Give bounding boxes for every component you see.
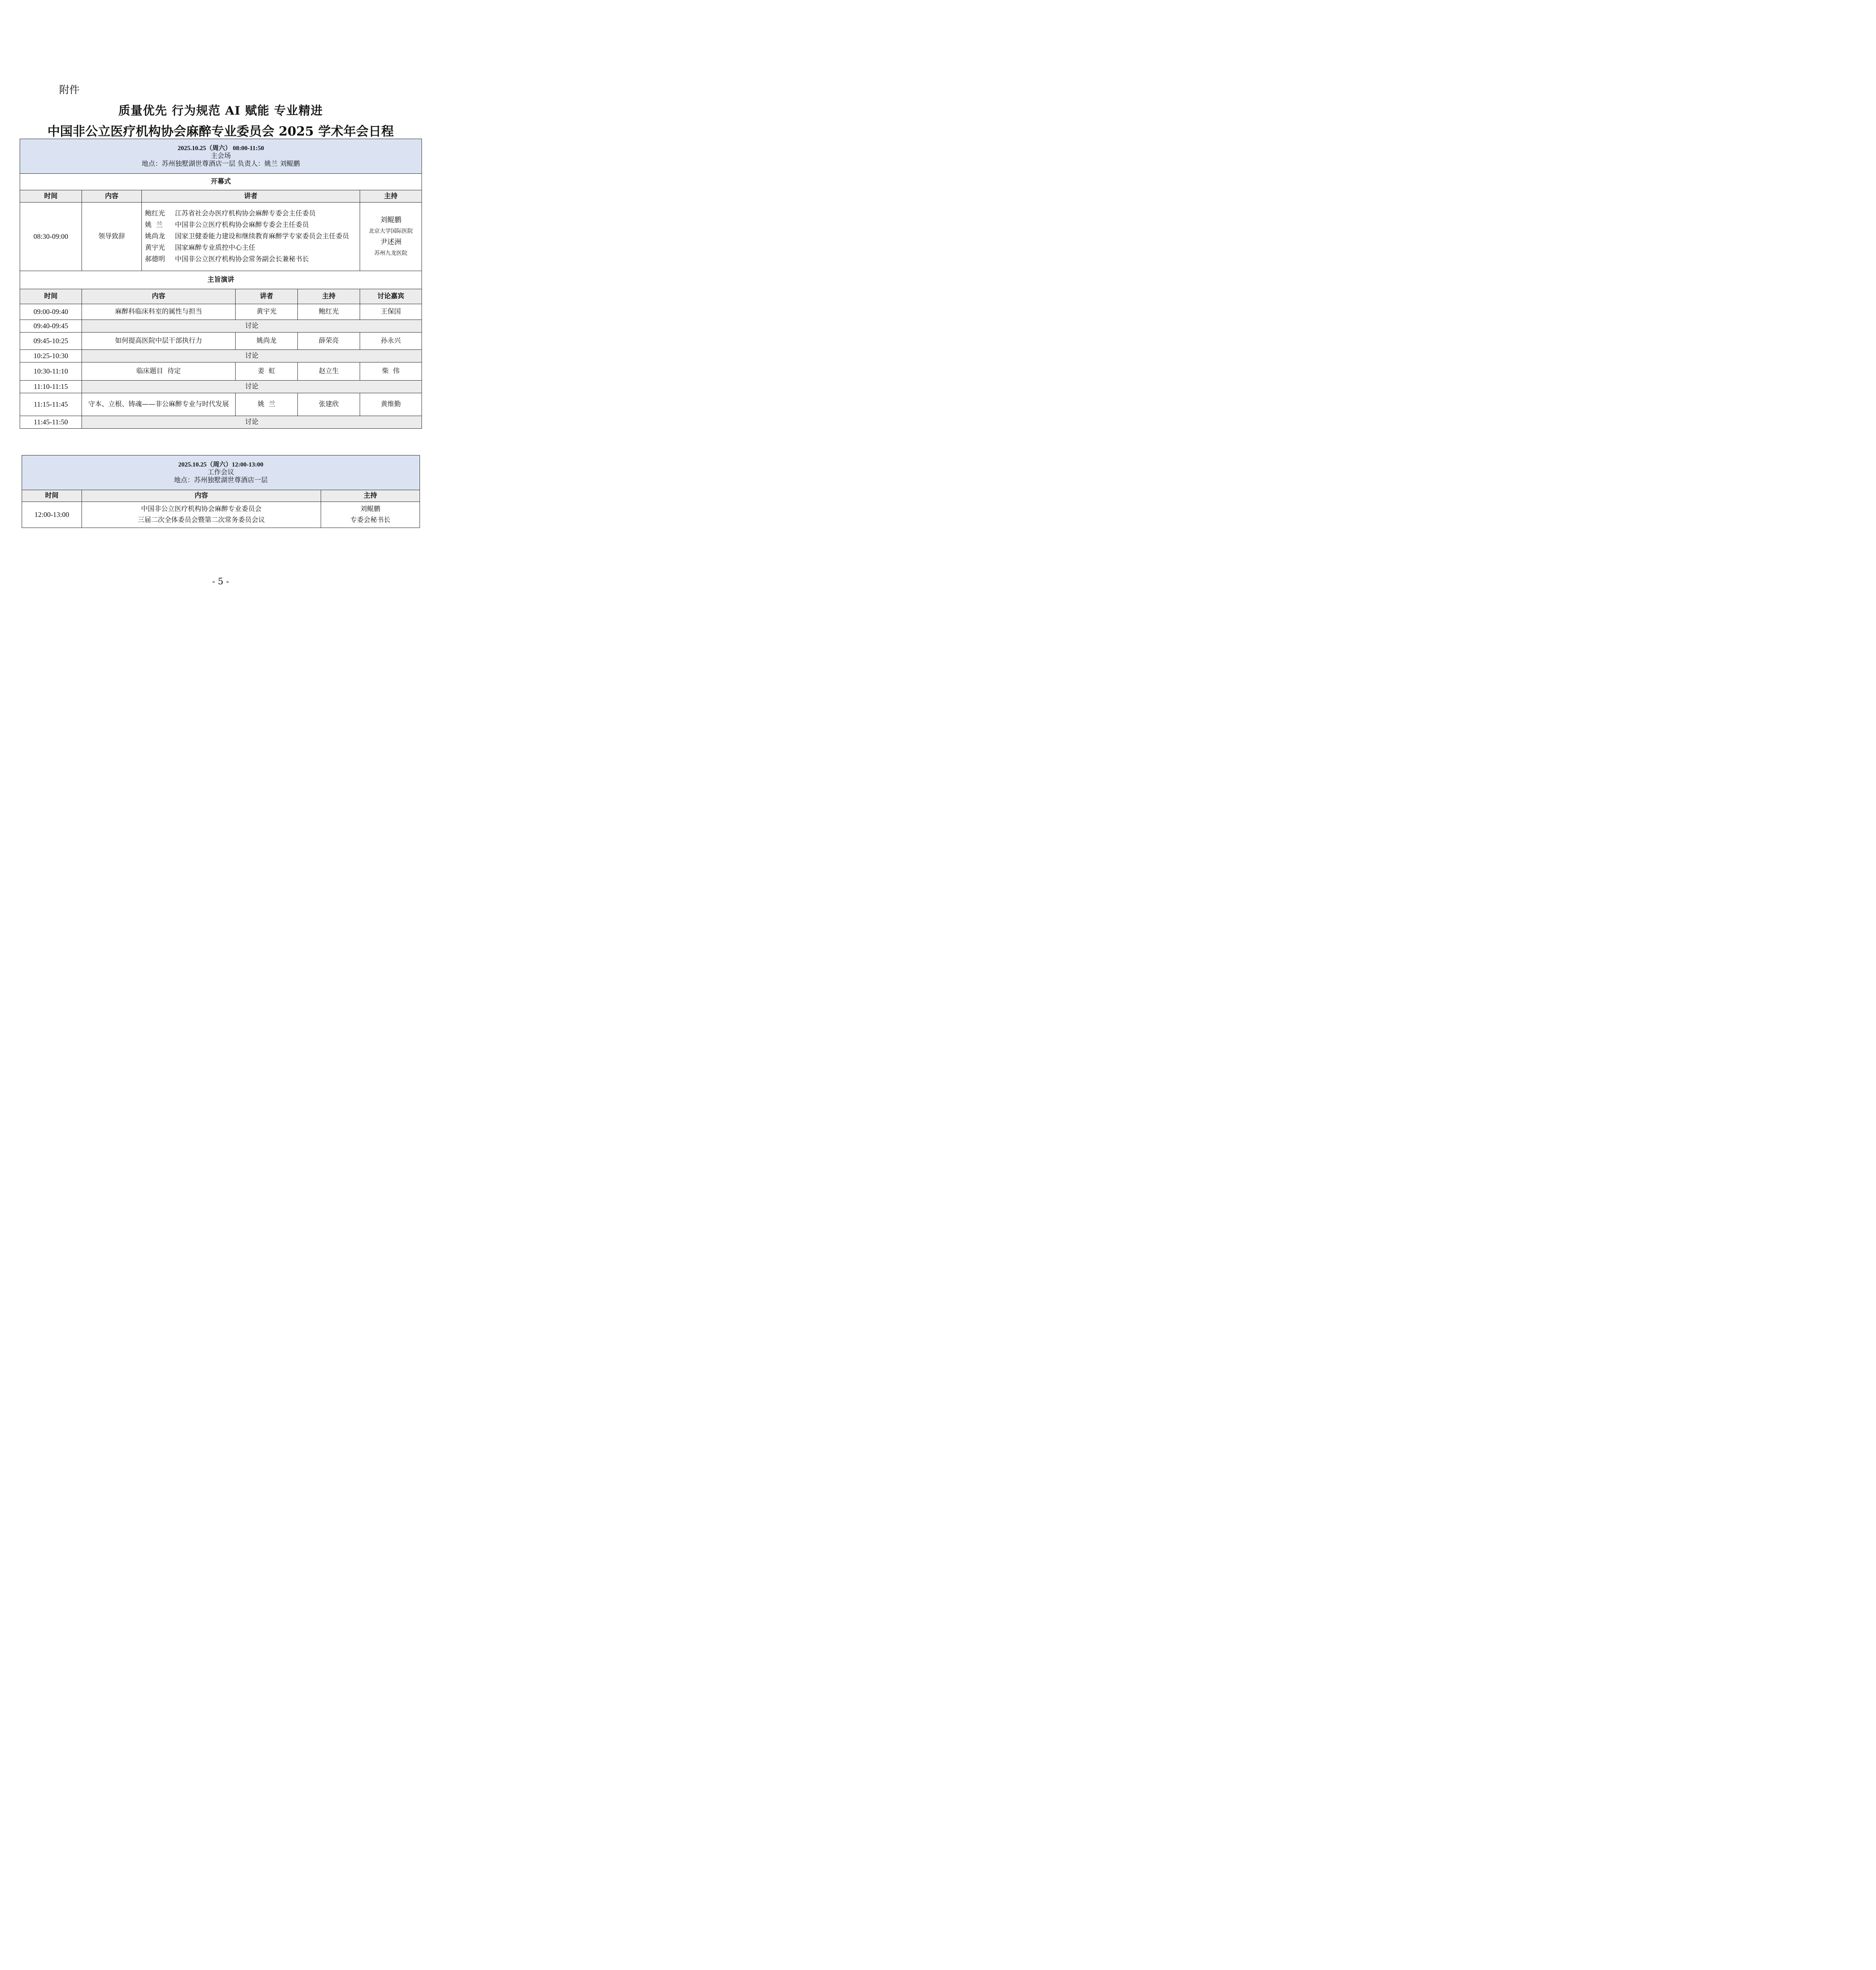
row-time: 09:40-09:45 [20, 320, 82, 333]
row-speaker: 姚 兰 [236, 393, 298, 416]
opening-content: 领导致辞 [82, 203, 142, 271]
row-speaker: 黄宇光 [236, 304, 298, 320]
host-name: 刘鲲鹏 [380, 216, 402, 224]
row-host: 张建欣 [298, 393, 360, 416]
speaker-entry [145, 231, 357, 242]
host-name: 尹述洲 [380, 238, 402, 246]
row-time: 10:30-11:10 [20, 362, 82, 381]
keynote-row [20, 393, 422, 416]
speaker-name: 鲍红光 [145, 210, 165, 217]
row-host: 鲍红光 [298, 304, 360, 320]
work-header-host: 主持 [321, 490, 420, 502]
keynote-row [20, 333, 422, 350]
keynote-section-row [20, 271, 422, 289]
opening-row [20, 203, 422, 271]
work-header-row [22, 490, 420, 502]
keynote-header-host: 主持 [298, 289, 360, 304]
row-time: 09:45-10:25 [20, 333, 82, 350]
work-content-line: 三届二次全体委员会暨第二次常务委员会议 [137, 516, 265, 524]
speaker-role: 国家麻醉专业质控中心主任 [175, 244, 255, 252]
row-discussion: 讨论 [82, 416, 422, 429]
speaker-name: 姚 兰 [145, 221, 163, 229]
row-time: 10:25-10:30 [20, 350, 82, 362]
speaker-name: 郝德明 [145, 255, 165, 263]
keynote-header-speaker: 讲者 [236, 289, 298, 304]
opening-header-content: 内容 [82, 190, 142, 203]
row-discussion: 讨论 [82, 381, 422, 393]
row-time: 09:00-09:40 [20, 304, 82, 320]
keynote-row [20, 362, 422, 381]
work-content-line: 中国非公立医疗机构协会麻醉专业委员会 [141, 505, 262, 513]
slogan-title: 质量优先 行为规范 AI 赋能 专业精进 [118, 104, 323, 118]
row-content [82, 502, 321, 528]
discussion-row [20, 320, 422, 333]
discussion-row [20, 350, 422, 362]
row-content: 守本、立根、铸魂——非公麻醉专业与时代发展 [82, 393, 236, 416]
schedule-title: 中国非公立医疗机构协会麻醉专业委员会 2025 学术年会日程 [47, 124, 394, 139]
opening-header-speaker: 讲者 [142, 190, 360, 203]
speaker-role: 江苏省社会办医疗机构协会麻醉专委会主任委员 [175, 210, 316, 217]
speaker-name: 黄宇光 [145, 244, 165, 252]
opening-header-host: 主持 [360, 190, 422, 203]
session-band [20, 139, 422, 174]
row-time: 11:45-11:50 [20, 416, 82, 429]
speaker-role: 国家卫健委能力建设和继续教育麻醉学专家委员会主任委员 [175, 232, 349, 240]
speaker-entry [145, 208, 357, 219]
row-speaker: 姚尚龙 [236, 333, 298, 350]
discussion-row [20, 381, 422, 393]
session-band [22, 455, 420, 490]
speaker-role: 中国非公立医疗机构协会常务副会长兼秘书长 [175, 255, 309, 263]
session-location: 地点：苏州独墅湖世尊酒店一层 [174, 476, 268, 485]
work-header-content: 内容 [82, 490, 321, 502]
keynote-title: 主旨演讲 [20, 271, 422, 289]
host-role: 专委会秘书长 [350, 516, 391, 524]
row-discussion: 讨论 [82, 350, 422, 362]
row-content: 麻醉科临床科室的属性与担当 [82, 304, 236, 320]
row-panel: 黄维勤 [360, 393, 422, 416]
keynote-header-panel: 讨论嘉宾 [360, 289, 422, 304]
speaker-name: 姚尚龙 [145, 232, 165, 240]
session-name: 主会场 [211, 152, 231, 160]
row-host: 赵立生 [298, 362, 360, 381]
host-org: 北京大学国际医院 [369, 228, 413, 234]
row-panel: 王保国 [360, 304, 422, 320]
opening-header-row [20, 190, 422, 203]
row-content: 如何提高医院中层干部执行力 [82, 333, 236, 350]
speaker-entry [145, 254, 357, 265]
keynote-header-time: 时间 [20, 289, 82, 304]
opening-hosts [360, 203, 422, 271]
keynote-header-content: 内容 [82, 289, 236, 304]
opening-title: 开幕式 [20, 174, 422, 190]
work-row [22, 502, 420, 528]
row-panel: 孙永兴 [360, 333, 422, 350]
attachment-label: 附件 [59, 84, 80, 96]
keynote-header-row [20, 289, 422, 304]
work-meeting-table [22, 455, 420, 528]
opening-time: 08:30-09:00 [20, 203, 82, 271]
row-host: 薛荣亮 [298, 333, 360, 350]
speaker-entry [145, 242, 357, 254]
row-time: 11:10-11:15 [20, 381, 82, 393]
discussion-row [20, 416, 422, 429]
row-speaker: 姜 虹 [236, 362, 298, 381]
opening-speakers [142, 203, 360, 271]
session-name: 工作会议 [207, 468, 234, 476]
opening-header-time: 时间 [20, 190, 82, 203]
row-host [321, 502, 420, 528]
row-panel: 柴 伟 [360, 362, 422, 381]
host-name: 刘鲲鹏 [360, 505, 381, 513]
speaker-entry [145, 219, 357, 231]
row-content: 临床题目 待定 [82, 362, 236, 381]
row-time: 11:15-11:45 [20, 393, 82, 416]
session-location: 地点：苏州独墅湖世尊酒店一层 负责人：姚兰 刘鲲鹏 [141, 160, 300, 168]
opening-section-row [20, 174, 422, 190]
page-number: - 5 - [212, 577, 229, 587]
row-discussion: 讨论 [82, 320, 422, 333]
keynote-row [20, 304, 422, 320]
host-org: 苏州九龙医院 [374, 250, 408, 256]
row-time: 12:00-13:00 [22, 502, 82, 528]
speaker-role: 中国非公立医疗机构协会麻醉专委会主任委员 [175, 221, 309, 229]
session-date: 2025.10.25（周六） 08:00-11:50 [177, 145, 264, 152]
main-session-table [20, 139, 422, 429]
work-header-time: 时间 [22, 490, 82, 502]
session-date: 2025.10.25（周六）12:00-13:00 [178, 461, 264, 468]
